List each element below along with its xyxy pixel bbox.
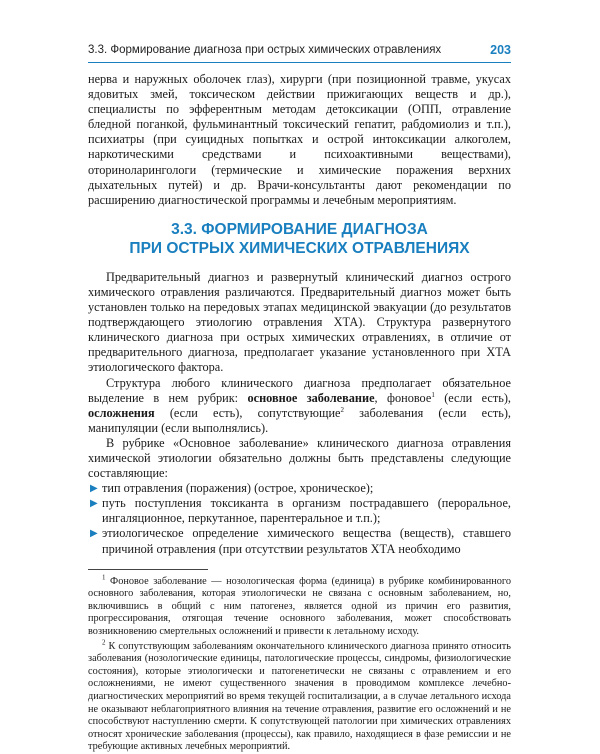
- paragraph-2-text-a: Структура любого клинического диагноза предполагает обязательное выделение в нем рубрик:: [88, 375, 511, 405]
- footnote-ref-1: 1: [431, 390, 435, 399]
- paragraph-2-text-g: заболевания (если есть), манипуляции (если выполнялись).: [88, 405, 511, 435]
- footnote-1-text: Фоновое заболевание — нозологическая форма (единица) в рубрике комбинированного основного заболевания, которая этиологически не связана с основным заболеванием, но, включившись в общий с ним патогенез, является одной из причин его развития, прогрессирования, отягощая течение основного заболевания, может способствовать возникновению смертельных осложнений и привести к летальному исходу.: [88, 575, 511, 637]
- footnote-separator: [88, 569, 208, 570]
- paragraph-2-text-f: (если есть), сопутствующие: [154, 405, 341, 420]
- triangle-bullet-icon: ▶: [90, 483, 98, 495]
- page-body: [88, 72, 511, 754]
- footnote-2-number: 2: [102, 638, 106, 647]
- section-title: [88, 220, 511, 258]
- paragraph-2: [88, 376, 511, 436]
- list-item-text: путь поступления токсиканта в организм пострадавшего (пероральное, ингаляционное, перкутанное, парентеральное и т.п.);: [102, 496, 511, 526]
- list-item-text: этиологическое определение химического вещества (веществ), ставшего причиной отравления (при отсутствии результатов ХТА необходимо: [102, 526, 511, 556]
- page-header: [88, 40, 511, 63]
- footnote-2: [88, 638, 511, 754]
- footnote-ref-2: 2: [340, 405, 344, 414]
- paragraph-2-text-d: (если есть),: [434, 390, 511, 405]
- paragraph-1: Предварительный диагноз и развернутый клинический диагноз острого химического отравления различаются. Предварительный диагноз может быть установлен только на передовых этапах медицинской эвакуации (до результатов подтверждающего этиологию отравления ХТА). Структура развернутого клинического диагноза при острых химических отравлениях, в отличие от предварительного диагноза, предполагает указание установленного при ХТА этиологического фактора.: [88, 269, 511, 375]
- footnote-2-text: К сопутствующим заболеваниям окончательного клинического диагноза принято относить заболевания (нозологические единицы, патологические процессы, синдромы, физиологические состояния), которые этиологически и патогенетически не связаны с отравлением и его осложнениями, не имеют существенного значения в проводимом комплексе лечебно-диагностических мероприятий во время текущей госпитализации, а в случае летального исхода не оказывают неблагоприятного влияния на течение отравления, развитие его осложнений и не способствуют наступлению смерти. К сопутствующей патологии при химических отравлениях относят хронические заболевания (процессы), как правило, находящиеся в фазе ремиссии и не требующие активных лечебных мероприятий.: [88, 640, 511, 753]
- term-complications: осложнения: [88, 405, 155, 420]
- intro-paragraph: нерва и наружных оболочек глаз), хирурги (при позиционной травме, укусах ядовитых змей, токсическом действии прижигающих веществ и др.), специалисты по эфферентным методам детоксикации (ОПП, отравление бледной поганкой, фульминантный токсический гепатит, рабдомиолиз и т.п.), психиатры (при суицидных попытках и острой интоксикации алкоголем, наркотическими средствами и психоактивными веществами), оториноларингологи (термические и химические поражения верхних дыхательных путей) и др. Врачи-консультанты дают рекомендации по расширению диагностической программы и лечебным мероприятиям.: [88, 72, 511, 207]
- footnote-1: [88, 573, 511, 639]
- components-list: [88, 481, 511, 556]
- list-item: [88, 496, 511, 526]
- running-title: 3.3. Формирование диагноза при острых химических отравлениях: [88, 44, 442, 56]
- page-number: 203: [490, 43, 511, 57]
- triangle-bullet-icon: ▶: [90, 498, 98, 510]
- footnote-1-number: 1: [102, 573, 106, 582]
- term-main-disease: основное заболевание: [247, 390, 375, 405]
- section-title-line-2: ПРИ ОСТРЫХ ХИМИЧЕСКИХ ОТРАВЛЕНИЯХ: [129, 239, 470, 257]
- section-title-line-1: 3.3. ФОРМИРОВАНИЕ ДИАГНОЗА: [171, 220, 428, 238]
- list-item: [88, 526, 511, 556]
- triangle-bullet-icon: ▶: [90, 528, 98, 540]
- paragraph-2-text-c: , фоновое: [374, 390, 432, 405]
- list-item-text: тип отравления (поражения) (острое, хроническое);: [102, 481, 374, 496]
- list-item: [88, 481, 511, 496]
- paragraph-3: В рубрике «Основное заболевание» клинического диагноза отравления химической этиологии обязательно должны быть представлены следующие составляющие:: [88, 435, 511, 481]
